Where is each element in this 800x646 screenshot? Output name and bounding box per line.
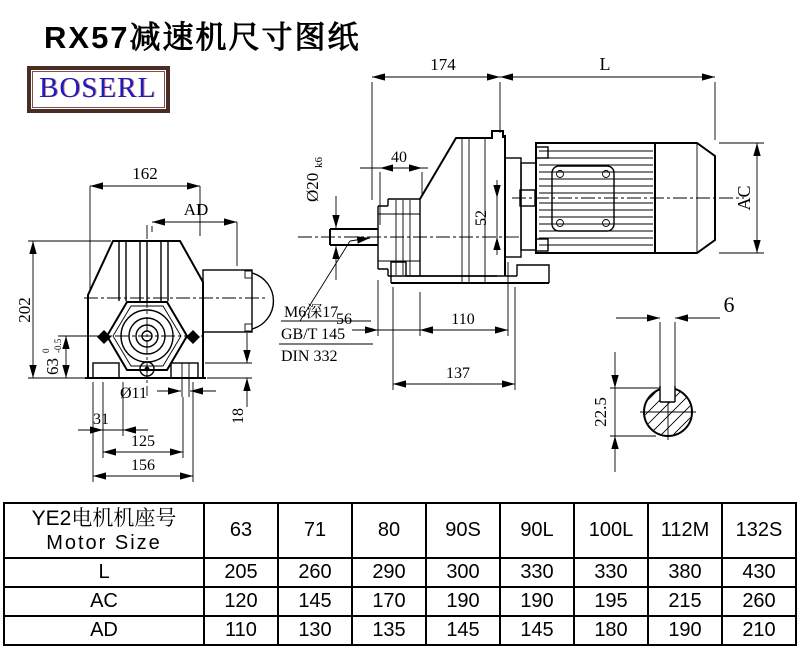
dim-63-tol-lower: -0.5 (53, 338, 63, 353)
table-header-cell: 80 (352, 503, 426, 558)
front-view (15, 164, 273, 482)
dim-125: 125 (131, 433, 155, 450)
table-row-L (4, 558, 796, 587)
dim-18: 18 (230, 408, 247, 424)
table-cell: 145 (278, 587, 352, 616)
table-cell: 195 (574, 587, 648, 616)
table-cell: 135 (352, 616, 426, 645)
dim-key-depth: 22.5 (591, 397, 610, 427)
side-view (279, 54, 715, 390)
dim-137: 137 (446, 365, 470, 382)
table-header-cell: 63 (204, 503, 278, 558)
dim-key-width: 6 (723, 292, 735, 317)
dim-202: 202 (15, 297, 34, 323)
dim-31: 31 (93, 411, 109, 428)
adapter-disc (505, 158, 521, 257)
table-cell: 145 (426, 616, 500, 645)
row-label: AC (4, 587, 204, 616)
dim-162: 162 (132, 164, 158, 183)
dim-156: 156 (131, 457, 155, 474)
table-cell: 190 (426, 587, 500, 616)
dim-52: 52 (473, 210, 490, 226)
note-tapped-hole: M6深17 (284, 304, 339, 321)
table-cell: 205 (204, 558, 278, 587)
dim-shaft-diameter: Ø20 (303, 172, 322, 202)
shaft-section-detail (591, 292, 735, 496)
table-cell: 290 (352, 558, 426, 587)
boserl-logo-frame (32, 71, 165, 108)
table-header-cell: 100L (574, 503, 648, 558)
dim-l: L (599, 54, 611, 74)
table-cell: 170 (352, 587, 426, 616)
table-cell: 215 (648, 587, 722, 616)
boserl-logo (27, 66, 170, 113)
table-cell: 210 (722, 616, 796, 645)
table-row-AD (4, 616, 796, 645)
table-cell: 260 (722, 587, 796, 616)
motor-size-label-en: Motor Size (46, 532, 162, 554)
dim-63-tol-upper: 0 (41, 348, 51, 353)
boserl-logo-text: BOSERL (39, 72, 157, 104)
table-header-cell: 90L (500, 503, 574, 558)
bolt-right (186, 330, 200, 344)
table-header-cell: 132S (722, 503, 796, 558)
table-cell: 380 (648, 558, 722, 587)
table-header-motor-size (4, 503, 204, 558)
table-cell: 300 (426, 558, 500, 587)
table-cell: 330 (500, 558, 574, 587)
table-header-cell: 112M (648, 503, 722, 558)
table-cell: 190 (648, 616, 722, 645)
table-cell: 330 (574, 558, 648, 587)
dim-ac: AC (734, 185, 754, 211)
dim-174: 174 (430, 55, 456, 74)
table-cell: 145 (500, 616, 574, 645)
fin-cover-plate (552, 166, 614, 231)
table-cell: 120 (204, 587, 278, 616)
dim-56: 56 (336, 311, 352, 328)
table-header-row (4, 503, 796, 558)
spec-table (3, 502, 797, 643)
note-gbt-standard: GB/T 145 (281, 326, 346, 343)
motor (512, 143, 764, 253)
table-cell: 110 (204, 616, 278, 645)
dim-40: 40 (391, 149, 407, 166)
note-din-standard: DIN 332 (281, 348, 338, 365)
table-cell: 190 (500, 587, 574, 616)
table-cell: 430 (722, 558, 796, 587)
table-header-cell: 90S (426, 503, 500, 558)
page-title: RX57减速机尺寸图纸 (44, 20, 361, 55)
dim-63: 63 (43, 358, 62, 375)
row-label: AD (4, 616, 204, 645)
dim-hole-diameter: Ø11 (120, 385, 147, 402)
table-header-cell: 71 (278, 503, 352, 558)
table-cell: 260 (278, 558, 352, 587)
table-cell: 180 (574, 616, 648, 645)
foot-left (93, 363, 119, 378)
motor-flange-side (203, 270, 252, 332)
dim-shaft-fit: k6 (313, 157, 325, 168)
motor-size-label-cn: YE2电机机座号 (31, 507, 177, 530)
foot-right (171, 363, 198, 378)
table-row-AC (4, 587, 796, 616)
row-label: L (4, 558, 204, 587)
table-cell: 130 (278, 616, 352, 645)
dim-110: 110 (451, 311, 475, 328)
dim-ad: AD (183, 200, 209, 219)
